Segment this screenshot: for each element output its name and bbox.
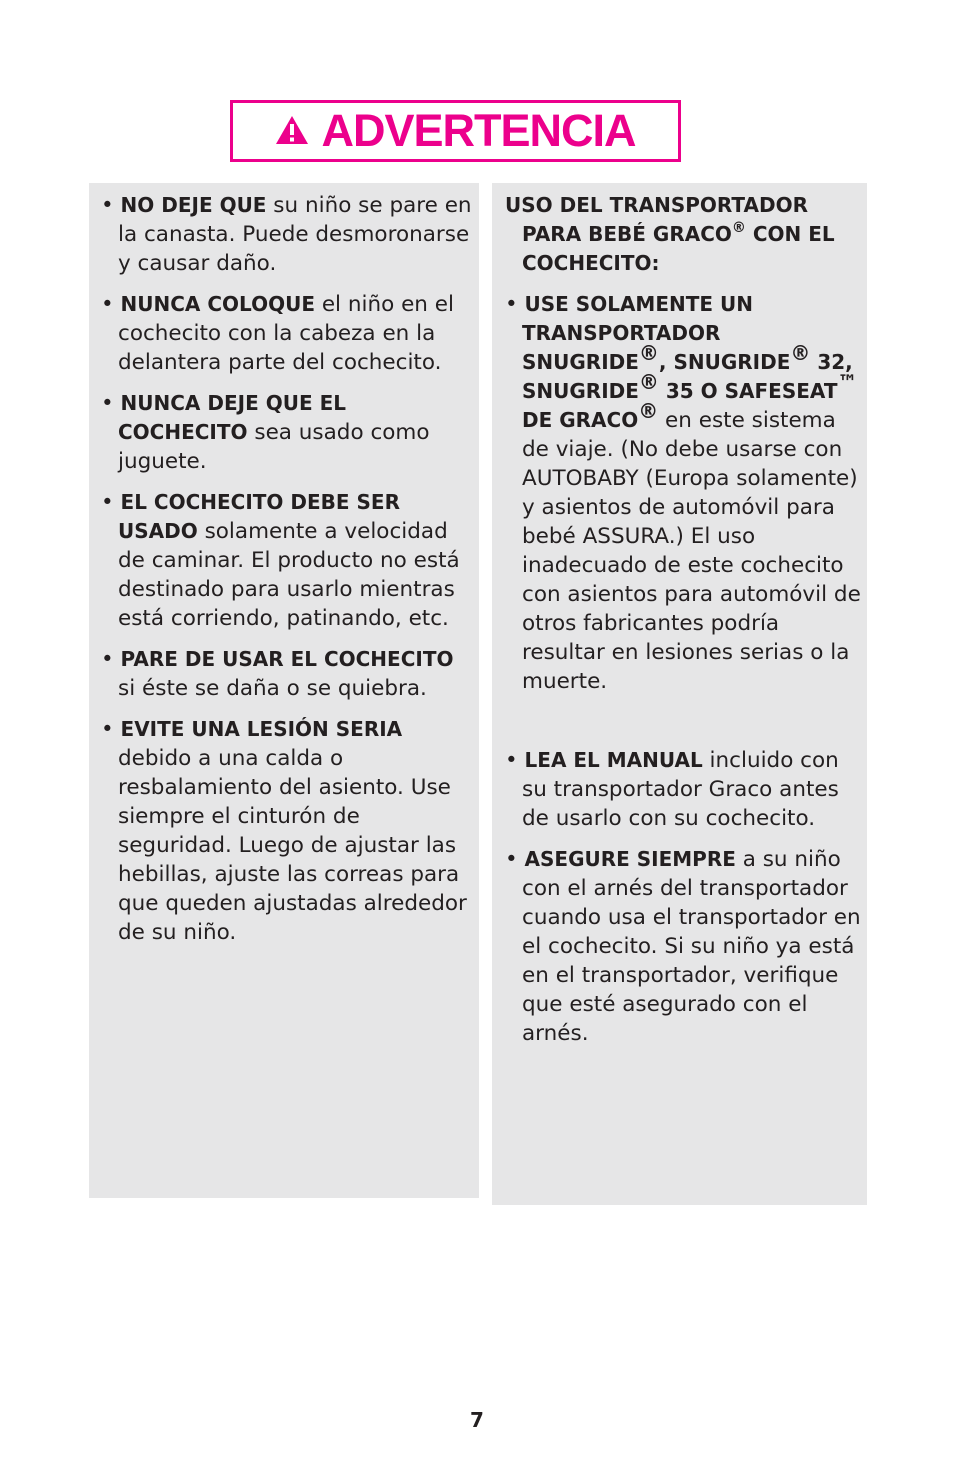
warning-banner xyxy=(230,100,681,162)
list-item: • LEA EL MANUAL incluido con su transportador Graco antes de usarlo con su cochecito. xyxy=(505,748,839,831)
list-item: • NUNCA COLOQUE el niño en el cochecito con la cabeza en la delantera parte del cochecito. xyxy=(101,292,454,375)
list-item: • USE SOLAMENTE UN TRANSPORTADOR SNUGRIDE®, SNUGRIDE® 32, SNUGRIDE® 35 O SAFESEAT™ DE GRACO® en este sistema de viaje. (No debe usarse con AUTOBABY (Europa solamente) y asientos de automóvil para bebé ASSURA.) El uso inadecuado de este cochecito con asientos para automóvil de otros fabricantes podría resultar en lesiones serias o la muerte. xyxy=(505,292,861,694)
list-item: • EVITE UNA LESIÓN SERIA debido a una calda o resbalamiento del asiento. Use siempre el cinturón de seguridad. Luego de ajustar las hebillas, ajuste las correas para que queden ajustadas alrededor de su niño. xyxy=(101,717,467,945)
right-warning-column xyxy=(492,183,867,1205)
warning-triangle-icon xyxy=(275,113,321,149)
left-warning-column xyxy=(89,183,479,1198)
list-item: • PARE DE USAR EL COCHECITO si éste se daña o se quiebra. xyxy=(101,647,454,701)
list-item: • NO DEJE QUE su niño se pare en la canasta. Puede desmoronarse y causar daño. xyxy=(101,193,472,276)
list-item: • ASEGURE SIEMPRE a su niño con el arnés del transportador cuando usa el transportador en el cochecito. Si su niño ya está en el transportador, verifique que esté asegurado con el arnés. xyxy=(505,847,861,1046)
spacer xyxy=(505,708,861,746)
page-number: 7 xyxy=(470,1408,484,1432)
section-heading: USO DEL TRANSPORTADOR PARA BEBÉ GRACO® CON EL COCHECITO: xyxy=(505,193,835,275)
warning-title: ADVERTENCIA xyxy=(321,105,636,156)
list-item: • EL COCHECITO DEBE SER USADO solamente a velocidad de caminar. El producto no está destinado para usarlo mientras está corriendo, patinando, etc. xyxy=(101,490,460,631)
list-item: • NUNCA DEJE QUE EL COCHECITO sea usado como juguete. xyxy=(101,391,430,474)
